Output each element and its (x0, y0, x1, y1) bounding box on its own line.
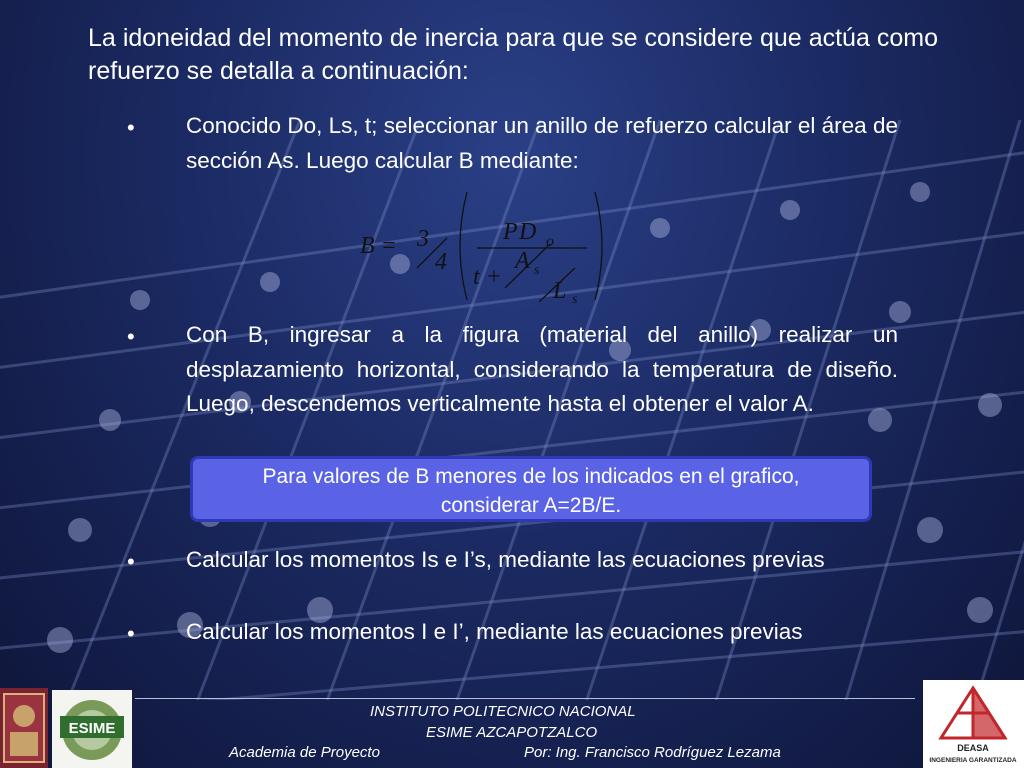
footer-author: Por: Ing. Francisco Rodríguez Lezama (524, 744, 781, 761)
deasa-logo (923, 680, 1024, 768)
bullet-text: Calcular los momentos I e I’, mediante las ecuaciones previas (186, 619, 803, 644)
deasa-tagline: INGENIERIA GARANTIZADA (929, 757, 1017, 764)
formula-b (355, 186, 615, 306)
callout-line-2: considerar A=2B/E. (440, 494, 622, 517)
note-callout (190, 456, 872, 522)
bullet-marker: • (127, 324, 135, 349)
formula-a: A (515, 248, 530, 274)
formula-lhs: B = (360, 233, 397, 259)
slide-heading: La idoneidad del momento de inercia para que se considere que actúa como refuerzo se detalla a continuación: (88, 24, 938, 85)
esime-logo (52, 690, 132, 768)
footer-academy: Academia de Proyecto (229, 744, 380, 761)
bullet-marker: • (127, 621, 135, 646)
bullet-marker: • (127, 549, 135, 574)
footer-school: ESIME AZCAPOTZALCO (426, 724, 598, 741)
bullet-marker: • (127, 115, 135, 140)
deasa-name: DEASA (957, 743, 989, 753)
ipn-logo (0, 688, 48, 768)
footer-divider (135, 698, 915, 699)
formula-coef-num: 3 (417, 226, 429, 252)
esime-logo-text: ESIME (68, 720, 116, 737)
formula-sub-s: s (534, 263, 540, 278)
formula-sub-o: o (546, 233, 554, 250)
formula-d: D (519, 219, 537, 245)
formula-l: L (553, 278, 567, 304)
bullet-text: Conocido Do, Ls, t; seleccionar un anillo de refuerzo calcular el área de sección As. Luego calcular B mediante: (186, 113, 898, 173)
bullet-text: Calcular los momentos Is e I’s, mediante las ecuaciones previas (186, 547, 825, 572)
callout-line-1: Para valores de B menores de los indicados en el grafico, (262, 465, 800, 488)
formula-p: P (503, 219, 518, 245)
footer-institution: INSTITUTO POLITECNICO NACIONAL (370, 703, 636, 720)
bullet-text: Con B, ingresar a la figura (material del anillo) realizar un desplazamiento horizontal, considerando la temperatura de diseño. Luego, descendemos verticalmente hasta el obtener el valor A. (186, 322, 898, 416)
formula-coef-den: 4 (435, 249, 447, 275)
formula-t-plus: t + (473, 264, 502, 290)
formula-sub-s2: s (572, 292, 578, 306)
